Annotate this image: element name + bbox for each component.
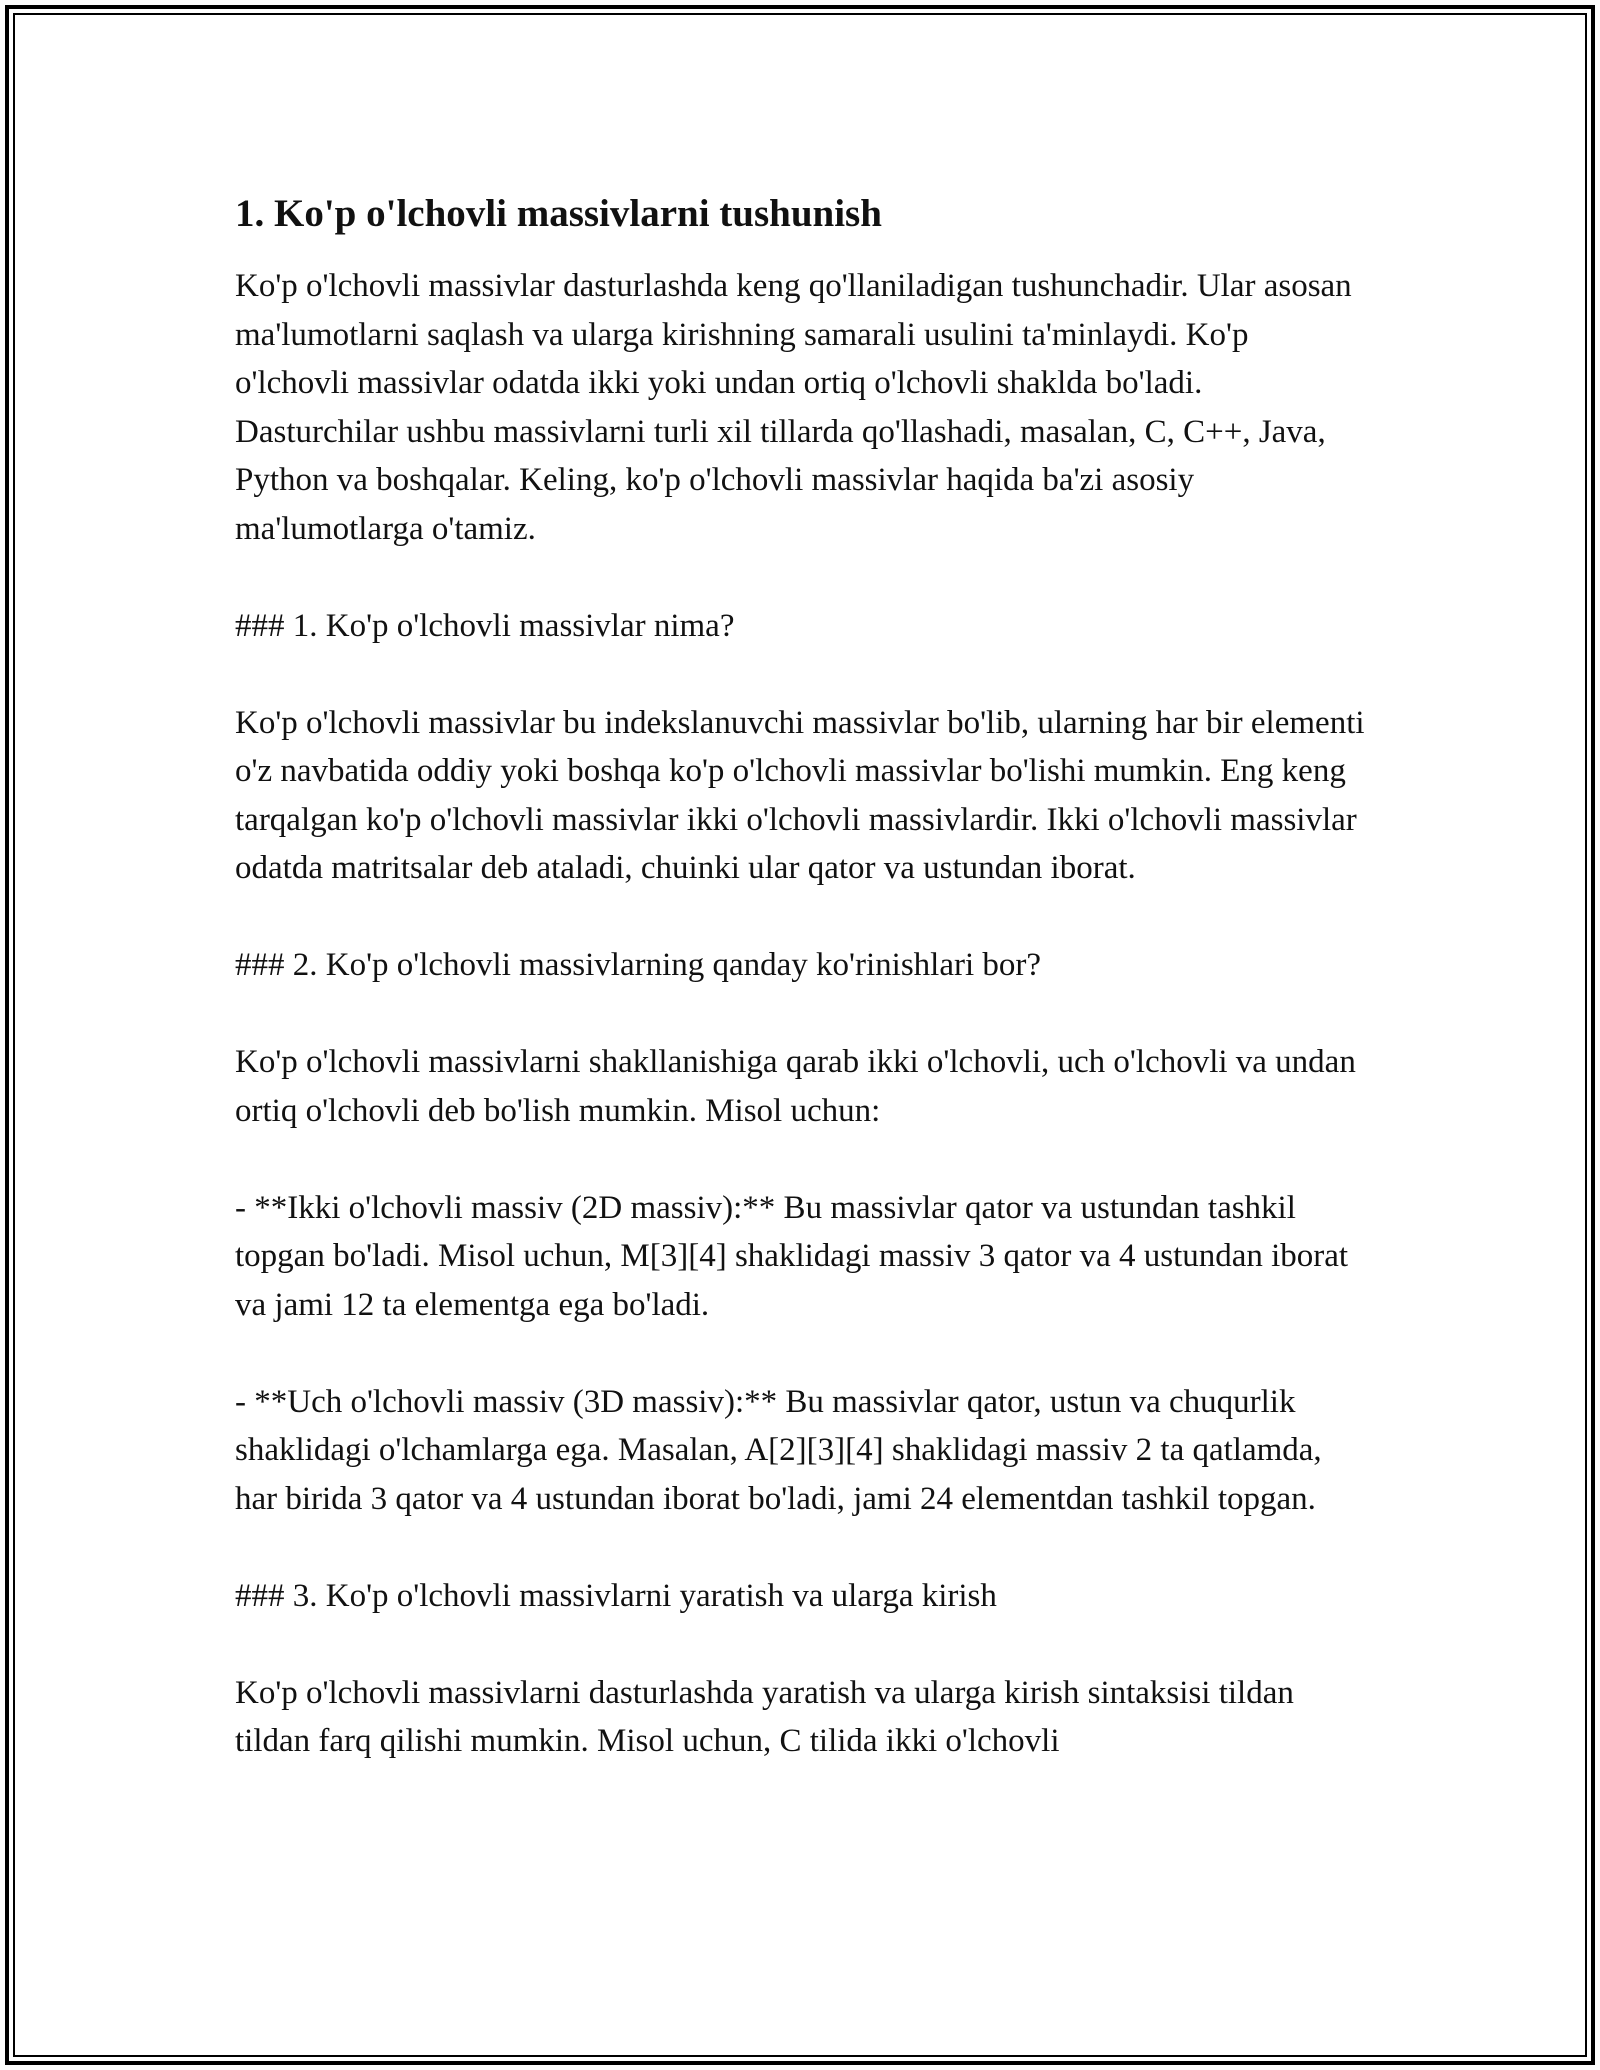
paragraph-spacer — [235, 553, 1365, 602]
document-title: 1. Ko'p o'lchovli massivlarni tushunish — [235, 192, 882, 235]
document-body — [235, 188, 1365, 1766]
section-2-paragraph-1: Ko'p o'lchovli massivlarni shakllanishiga qarab ikki o'lchovli, uch o'lchovli va undan ortiq o'lchovli deb bo'lish mumkin. Misol uchun: — [235, 1044, 1356, 1129]
paragraph-spacer — [235, 893, 1365, 942]
paragraph-spacer — [235, 650, 1365, 699]
section-2-list-item-2d: - **Ikki o'lchovli massiv (2D massiv):** Bu massivlar qator va ustundan tashkil topgan bo'ladi. Misol uchun, M[3][4] shaklidagi massiv 3 qator va 4 ustundan iborat va jami 12 ta elementga ega bo'ladi. — [235, 1189, 1349, 1323]
section-3-heading: ### 3. Ko'p o'lchovli massivlarni yaratish va ularga kirish — [235, 1577, 997, 1614]
paragraph-spacer — [235, 1523, 1365, 1572]
section-3-paragraph-1: Ko'p o'lchovli massivlarni dasturlashda yaratish va ularga kirish sintaksisi tildan tildan farq qilishi mumkin. Misol uchun, C tilida ikki o'lchovli — [235, 1674, 1294, 1759]
paragraph-spacer — [235, 1329, 1365, 1378]
paragraph-spacer — [235, 1135, 1365, 1184]
intro-paragraph: Ko'p o'lchovli massivlar dasturlashda keng qo'llaniladigan tushunchadir. Ular asosan ma'lumotlarni saqlash va ularga kirishning samarali usulini ta'minlaydi. Ko'p o'lchovli massivlar odatda ikki yoki undan ortiq o'lchovli shaklda bo'ladi. Dasturchilar ushbu massivlarni turli xil tillarda qo'llashadi, masalan, C, C++, Java, Python va boshqalar. Keling, ko'p o'lchovli massivlar haqida ba'zi asosiy ma'lumotlarga o'tamiz. — [235, 268, 1352, 547]
paragraph-spacer — [235, 1620, 1365, 1669]
section-1-paragraph-1: Ko'p o'lchovli massivlar bu indekslanuvchi massivlar bo'lib, ularning har bir elementi o'z navbatida oddiy yoki boshqa ko'p o'lchovli massivlar bo'lishi mumkin. Eng keng tarqalgan ko'p o'lchovli massivlar ikki o'lchovli massivlardir. Ikki o'lchovli massivlar odatda matritsalar deb ataladi, chuinki ular qator va ustundan iborat. — [235, 704, 1365, 886]
section-1-heading: ### 1. Ko'p o'lchovli massivlar nima? — [235, 607, 735, 644]
section-2-heading: ### 2. Ko'p o'lchovli massivlarning qanday ko'rinishlari bor? — [235, 947, 1042, 983]
section-2-list-item-3d: - **Uch o'lchovli massiv (3D massiv):** Bu massivlar qator, ustun va chuqurlik shaklidagi o'lchamlarga ega. Masalan, A[2][3][4] shaklidagi massiv 2 ta qatlamda, har birida 3 qator va 4 ustundan iborat bo'ladi, jami 24 elementdan tashkil topgan. — [235, 1383, 1322, 1517]
paragraph-spacer — [235, 990, 1365, 1039]
